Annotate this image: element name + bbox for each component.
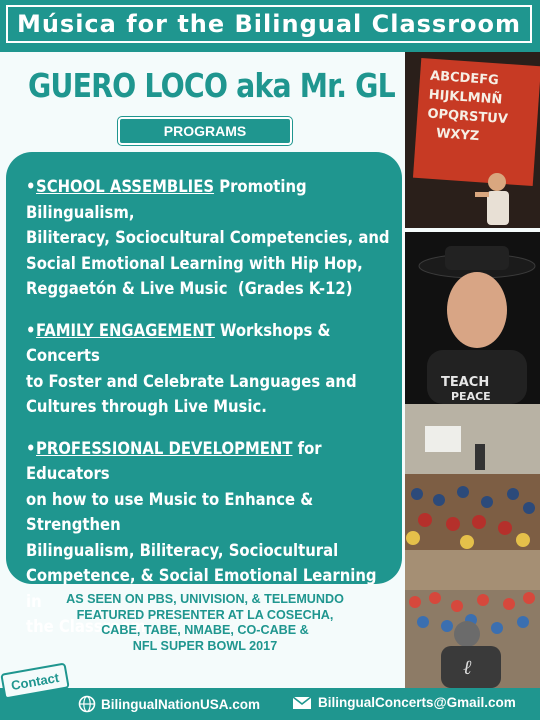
globe-icon — [78, 695, 96, 713]
as-seen-on — [10, 592, 400, 654]
screen-line: WXYZ — [435, 126, 480, 145]
website-link[interactable] — [78, 695, 260, 713]
seen-line: FEATURED PRESENTER AT LA COSECHA, — [76, 607, 334, 622]
photo-portrait — [405, 232, 540, 404]
seen-line: CABE, TABE, NMABE, CO-CABE & — [101, 623, 309, 637]
screen-line: OPQRSTUV — [426, 106, 509, 128]
bullet-text: on how to use Music to Enhance & Strengthen — [26, 489, 314, 534]
bullet-lead: SCHOOL ASSEMBLIES — [36, 177, 215, 196]
email-link[interactable] — [292, 695, 516, 710]
photo-school-assembly — [405, 404, 540, 550]
bullet-lead: FAMILY ENGAGEMENT — [36, 320, 215, 340]
title-frame — [6, 5, 532, 43]
bullet-icon: • — [26, 438, 36, 458]
bullet-text: Reggaetón & Live Music (Grades K-12) — [26, 279, 353, 298]
portrait-figure — [405, 232, 540, 404]
page-title: Música for the Bilingual Classroom — [16, 10, 522, 38]
bullet-text: Promoting Bilingualism, — [26, 177, 307, 222]
list-item-school-assemblies — [26, 174, 396, 302]
performer-figure — [405, 52, 540, 228]
bullet-text: Cultures through Live Music. — [26, 397, 267, 416]
list-item-family-engagement — [26, 318, 396, 420]
mail-icon — [292, 696, 312, 710]
email-text: BilingualConcerts@Gmail.com — [318, 695, 516, 710]
bullet-text: to Foster and Celebrate Languages and — [26, 371, 357, 391]
bullet-lead: PROFESSIONAL DEVELOPMENT — [36, 438, 293, 458]
shirt-text-line2: PEACE — [451, 390, 491, 403]
photo-stage-performance — [405, 52, 540, 228]
bullet-icon: • — [26, 177, 36, 196]
bullet-text: Biliteracy, Sociocultural Competencies, and — [26, 228, 390, 247]
bullet-text: Social Emotional Learning with Hip Hop, — [26, 253, 363, 273]
contact-footer — [0, 688, 540, 720]
library-scene — [405, 550, 540, 688]
shirt-text-line1: TEACH — [441, 375, 490, 390]
bullet-icon: • — [26, 320, 36, 340]
bullet-text: for Educators — [26, 438, 322, 483]
programs-button[interactable]: PROGRAMS — [118, 117, 292, 145]
svg-text:ℓ: ℓ — [463, 655, 472, 679]
website-text: BilingualNationUSA.com — [101, 696, 261, 712]
bullet-text: Bilingualism, Biliteracy, Sociocultural — [26, 540, 339, 560]
headline: GUERO LOCO aka Mr. GL — [28, 66, 395, 105]
contact-tag[interactable]: Contact — [0, 662, 70, 699]
photo-library-session — [405, 550, 540, 688]
assembly-scene — [405, 404, 540, 550]
seen-line: NFL SUPER BOWL 2017 — [132, 638, 278, 653]
bullet-text: the Classroom. — [26, 617, 152, 636]
title-banner — [0, 0, 540, 52]
screen-line: ABCDEFG — [429, 68, 500, 89]
seen-line: AS SEEN ON PBS, UNIVISION, & TELEMUNDO — [66, 592, 344, 606]
bullet-text: Competence, & Social Emotional Learning in — [26, 566, 377, 611]
screen-line: HIJKLMNÑ — [428, 87, 503, 108]
bullet-text: Workshops & Concerts — [26, 320, 331, 365]
